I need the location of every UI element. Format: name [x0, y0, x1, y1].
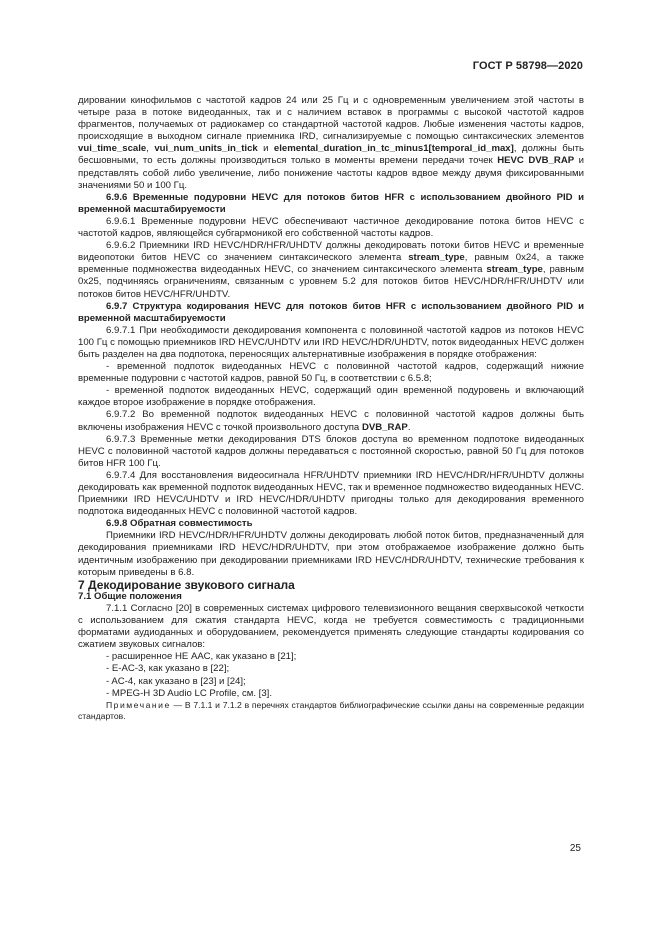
paragraph-6-9-7-4: 6.9.7.4 Для восстановления видеосигнала HFR/UHDTV приемники IRD HEVC/HDR/HFR/UHDTV должны декодировать как временной подпоток видеоданных HEVC, так и временное подмножество видеоданных HEVC. Приемники IRD HEVC/UHDTV и IRD HEVC/HDR/UHDTV пригодны только для декодирования временного подпотока видеоданных HEVC с половинной частотой кадров.: [78, 469, 584, 518]
paragraph-6-9-8: Приемники IRD HEVC/HDR/HFR/UHDTV должны декодировать любой поток битов, предназначенный для декодирования приемниками IRD HEVC/HDR/UHDTV, при этом отображаемое изображение должно быть идентичным изображению при декодировании приемниками IRD HEVC/HDR/UHDTV, технические требования к которым приведены в 6.8.: [78, 530, 584, 578]
paragraph-6-9-6-1: 6.9.6.1 Временные подуровни HEVC обеспечивают частичное декодирование потока битов HEVC с частотой кадров, являющейся субгармоникой его собственной частоты кадров.: [78, 215, 584, 240]
syntax-element: stream_type: [486, 264, 543, 276]
document-body: [78, 95, 584, 722]
note-label: Примечание: [106, 699, 171, 710]
paragraph-7-1-1: 7.1.1 Согласно [20] в современных системах цифрового телевизионного вещания сверхвысокой четкости с использованием для сжатия стандарта HEVC, когда не требуется совместимость с традиционными форматами аудиоданных и оборудованием, рекомендуется применять следующие стандарты кодирования со сжатием звуковых сигналов:: [78, 602, 584, 651]
section-heading-6-9-7: 6.9.7 Структура кодирования HEVC для потоков битов HFR с использованием двойного PID и временной масштабируемости: [78, 300, 584, 324]
syntax-element: vui_time_scale: [78, 143, 147, 155]
paragraph-6-9-7-1: 6.9.7.1 При необходимости декодирования компонента с половинной частотой кадров из потоков HEVC 100 Гц с помощью приемников IRD HEVC/UHDTV или IRD HEVC/HDR/UHDTV, поток видеоданных HEVC должен быть разделен на два подпотока, переносящих альтернативные изображения в порядке отображения:: [78, 324, 584, 360]
document-number-header: ГОСТ Р 58798—2020: [472, 60, 583, 72]
list-item: - AC-4, как указано в [23] и [24];: [106, 675, 246, 687]
page-number: 25: [569, 843, 581, 854]
paragraph-intro: дировании кинофильмов с частотой кадров 24 или 25 Гц и с одновременным увеличением этой частоты в четыре раза в потоке видеоданных, так и с наличием вставок в программы с высокой частотой кадров фрагментов, получаемых от радиокамер со стандартной частотой кадров. Любые изменения частоты кадров, происходящие в выходном сигнале приемника IRD, сигнализируемые с помощью синтаксических элементов vui_time_scale, vui_num_units_in_tick и elemental_duration_in_tc_minus1[temporal_id_max], должны быть бесшовными, то есть должны производиться только в моменты времени передачи точек HEVC DVB_RAP и представлять собой либо увеличение, либо понижение частоты кадров вдвое между двумя фиксированными значениями 50 и 100 Гц.: [78, 95, 584, 191]
list-item: - расширенное НЕ ААС, как указано в [21];: [106, 651, 297, 663]
list-item: - E-AC-3, как указано в [22];: [106, 663, 230, 675]
section-heading-6-9-8: 6.9.8 Обратная совместимость: [106, 518, 253, 530]
chapter-heading-7: 7 Декодирование звукового сигнала: [78, 577, 295, 592]
section-heading-7-1: 7.1 Общие положения: [78, 590, 182, 602]
paragraph-6-9-6-2: 6.9.6.2 Приемники IRD HEVC/HDR/HFR/UHDTV должны декодировать потоки битов HEVC и временные видеопотоки битов HEVC со значением синтаксического элемента stream_type, равным 0x24, а также временные подмножества видеоданных HEVC, со значением синтаксического элемента stream_type, равным 0x25, подчиняясь ограничениям, связанным с уровнем 5.2 для потоков битов HEVC/HDR/HFR/UHDTV или потоков битов HEVC/HFR/UHDTV.: [78, 240, 584, 300]
list-item: - временной подпоток видеоданных HEVC с половинной частотой кадров, содержащий нижние временные подуровни с частотой кадров, равной 50 Гц, в соответствии с 6.5.8;: [78, 361, 584, 385]
syntax-element: elemental_duration_in_tc_minus1[temporal_id_max]: [273, 143, 514, 155]
list-item: - временной подпоток видеоданных HEVC, содержащий один временной подуровень и включающий каждое второе изображение в порядке отображения.: [78, 385, 584, 409]
note-text: — В 7.1.1 и 7.1.2 в перечнях стандартов библиографические ссылки даны на современные редакции стандартов.: [78, 699, 584, 721]
section-heading-6-9-6: 6.9.6 Временные подуровни HEVC для потоков битов HFR с использованием двойного PID и временной масштабируемости: [78, 191, 584, 215]
syntax-element: stream_type: [408, 252, 465, 264]
syntax-element: vui_num_units_in_tick: [154, 143, 258, 155]
syntax-element: DVB_RAP: [361, 421, 408, 433]
list-item: - MPEG-H 3D Audio LC Profile, см. [3].: [106, 687, 273, 699]
paragraph-6-9-7-3: 6.9.7.3 Временные метки декодирования DTS блоков доступа во временном подпотоке видеоданных HEVC с половинной частотой кадров должны передаваться с постоянной скоростью, равной 50 Гц для потоков битов HFR 100 Гц.: [78, 433, 584, 469]
paragraph-6-9-7-2: 6.9.7.2 Во временной подпоток видеоданных HEVC с половинной частотой кадров должны быть включены изображения HEVC с точкой произвольного доступа DVB_RAP.: [78, 409, 584, 433]
syntax-element: HEVC DVB_RAP: [497, 155, 575, 167]
note: [78, 700, 584, 722]
